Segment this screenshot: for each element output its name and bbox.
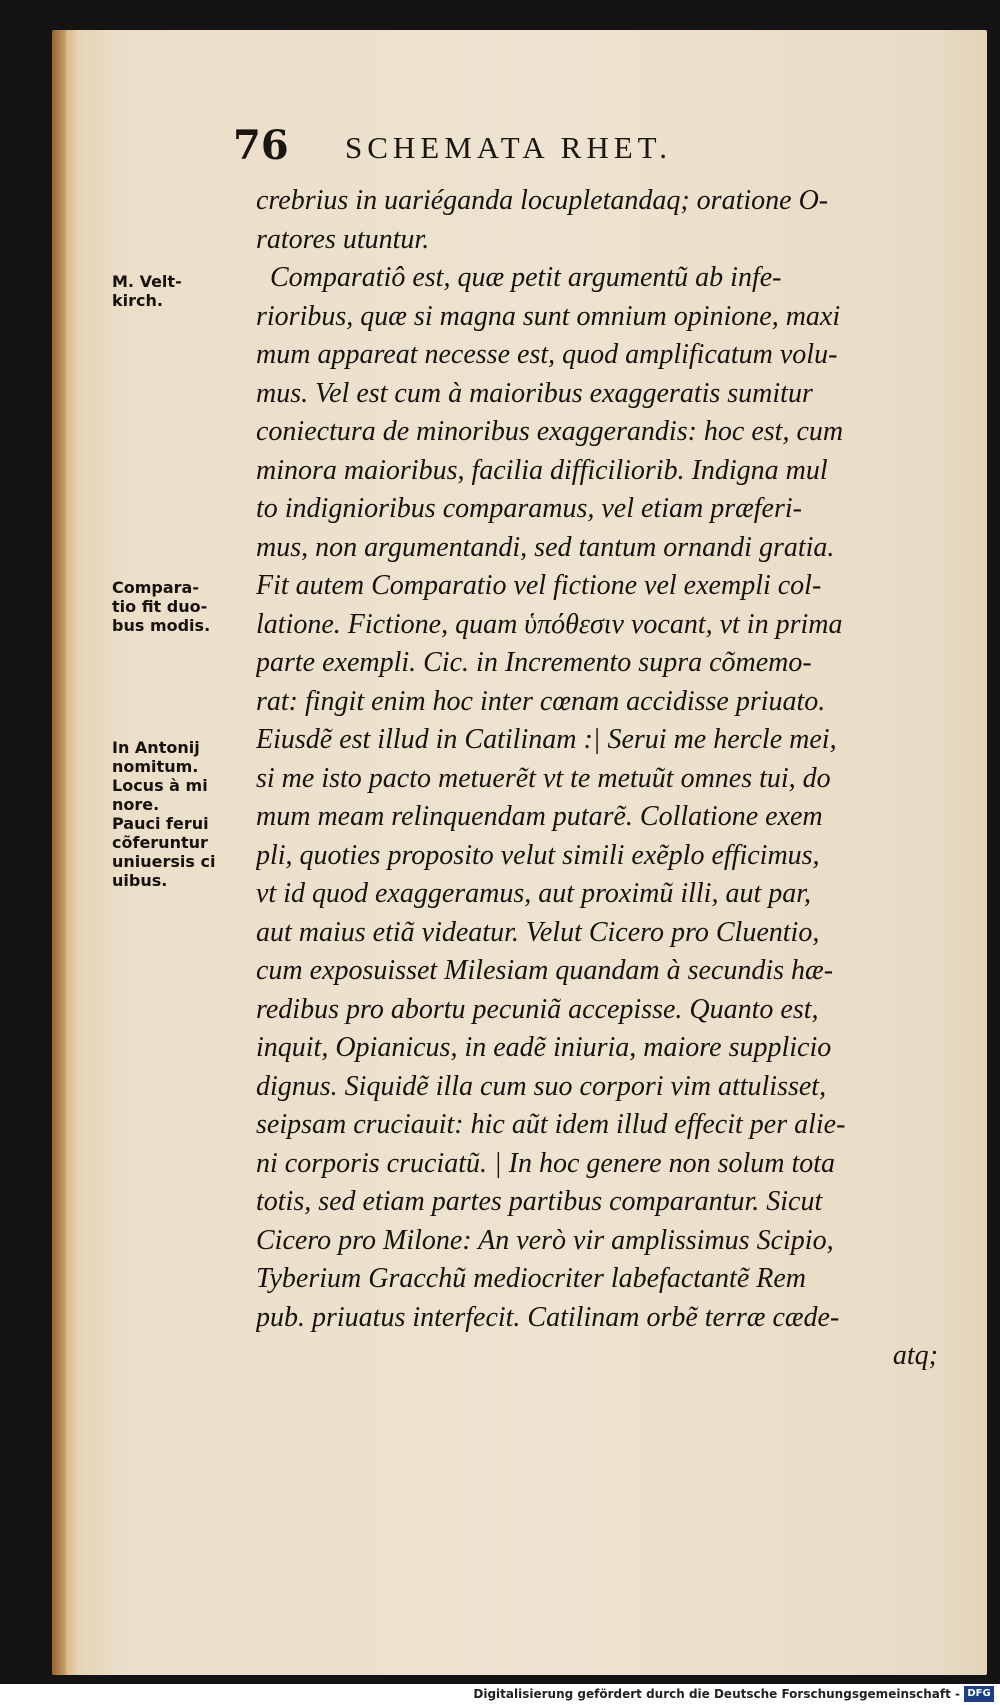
text-line: inquit, Opianicus, in eadẽ iniuria, maiore supplicio xyxy=(256,1032,832,1063)
margin-note-line: M. Velt- xyxy=(112,272,182,291)
running-title: SCHEMATA RHET. xyxy=(345,130,673,165)
text-line: Comparatiô est, quæ petit argumentũ ab infe- xyxy=(270,262,782,293)
text-line: parte exempli. Cic. in Incremento supra cõmemo- xyxy=(256,647,812,678)
margin-note-line: uibus. xyxy=(112,871,168,890)
margin-note-line: kirch. xyxy=(112,291,163,310)
text-line: to indignioribus comparamus, vel etiam præferi- xyxy=(256,493,802,524)
text-line: si me isto pacto metuerẽt vt te metuũt omnes tui, do xyxy=(256,762,831,794)
margin-note-line: uniuersis ci xyxy=(112,852,216,871)
text-line: pli, quoties proposito velut simili exẽplo efficimus, xyxy=(256,839,820,871)
margin-note-veltkirch xyxy=(112,272,257,310)
text-line: mus. Vel est cum à maioribus exaggeratis sumitur xyxy=(256,377,813,409)
text-line: vt id quod exaggeramus, aut proximũ illi, aut par, xyxy=(256,878,812,909)
text-line: totis, sed etiam partes partibus comparantur. Sicut xyxy=(256,1186,823,1217)
text-line: seipsam cruciauit: hic aũt idem illud effecit per alie- xyxy=(256,1109,846,1140)
margin-note-line: tio fit duo- xyxy=(112,597,208,616)
text-line: dignus. Siquidẽ illa cum suo corpori vim attulisset, xyxy=(256,1070,827,1102)
text-line: minora maioribus, facilia difficiliorib. Indigna mul xyxy=(256,454,828,486)
text-line: mus, non argumentandi, sed tantum ornandi gratia. xyxy=(256,531,835,563)
text-line: aut maius etiã videatur. Velut Cicero pro Cluentio, xyxy=(256,916,820,948)
text-line: latione. Fictione, quam ὑπόθεσιν vocant, vt in prima xyxy=(256,608,843,640)
page-number: 76 xyxy=(233,122,289,169)
digitization-footer xyxy=(0,1684,1000,1705)
text-line: ni corporis cruciatũ. | In hoc genere non solum tota xyxy=(256,1147,836,1179)
margin-note-line: bus modis. xyxy=(112,616,211,635)
margin-note-antonii xyxy=(112,738,257,890)
margin-note-line: Pauci ferui xyxy=(112,814,209,833)
text-line: pub. priuatus interfecit. Catilinam orbẽ terræ cæde- xyxy=(256,1301,840,1333)
text-line: Eiusdẽ est illud in Catilinam :| Serui me hercle mei, xyxy=(256,724,837,755)
main-text-block xyxy=(256,182,956,1376)
text-line: ratores utuntur. xyxy=(256,223,430,255)
margin-note-line: Locus à mi xyxy=(112,776,208,795)
text-line: cum exposuisset Milesiam quandam à secundis hæ- xyxy=(256,955,834,986)
funding-credit: Digitalisierung gefördert durch die Deutsche Forschungsgemeinschaft - xyxy=(473,1687,960,1701)
margin-note-line: nomitum. xyxy=(112,757,199,776)
text-line: Tyberium Gracchũ mediocriter labefactantẽ Rem xyxy=(256,1263,807,1294)
dfg-logo-icon: DFG xyxy=(964,1686,994,1702)
text-line: mum meam relinquendam putarẽ. Collatione exem xyxy=(256,801,823,832)
text-line: mum appareat necesse est, quod amplificatum volu- xyxy=(256,339,838,370)
text-line: rioribus, quæ si magna sunt omnium opinione, maxi xyxy=(256,300,841,332)
text-line: Fit autem Comparatio vel fictione vel exempli col- xyxy=(256,570,822,601)
page-gutter-edge xyxy=(52,30,66,1675)
margin-note-line: In Antonij xyxy=(112,738,200,757)
text-line: redibus pro abortu pecuniã accepisse. Quanto est, xyxy=(256,993,819,1025)
margin-note-line: nore. xyxy=(112,795,160,814)
text-line: coniectura de minoribus exaggerandis: hoc est, cum xyxy=(256,416,844,447)
text-line: crebrius in uariéganda locupletandaq; oratione O- xyxy=(256,185,829,216)
text-line: Cicero pro Milone: An verò vir amplissimus Scipio, xyxy=(256,1224,834,1256)
margin-note-line: Compara- xyxy=(112,578,199,597)
page-header xyxy=(0,122,1000,182)
margin-note-line: cõferuntur xyxy=(112,833,208,852)
catchword: atq; xyxy=(892,1340,938,1371)
text-line: rat: fingit enim hoc inter cœnam accidisse priuato. xyxy=(256,685,826,717)
margin-note-comparatio xyxy=(112,578,257,635)
